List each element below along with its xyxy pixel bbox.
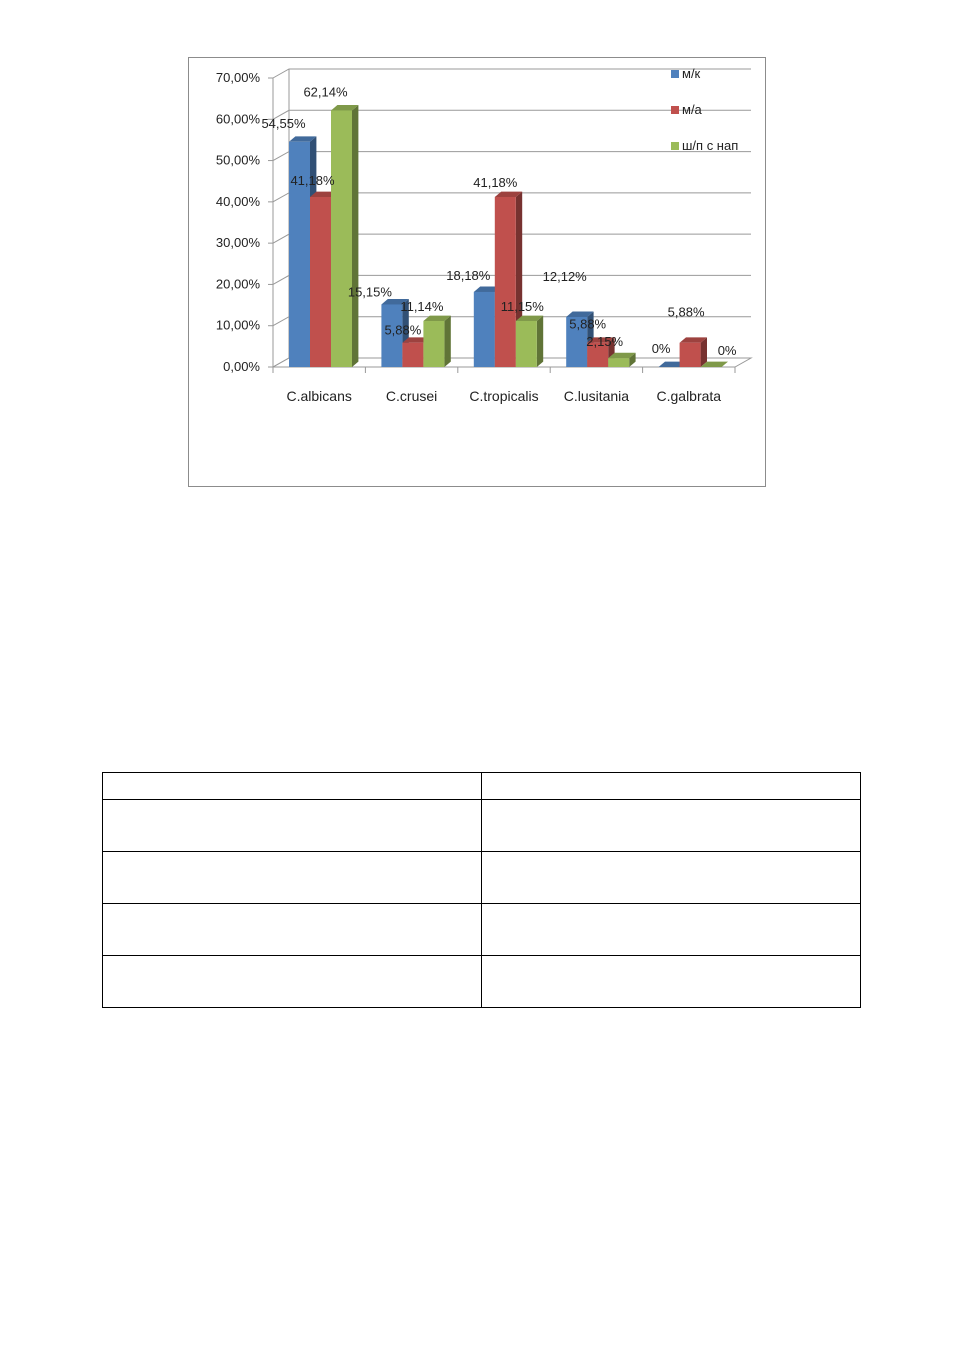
table-cell [482,800,861,852]
data-label: 0% [717,343,737,358]
table-cell [482,904,861,956]
data-label: 54,55% [261,115,306,131]
data-label: 41,18% [290,172,335,188]
table-cell [103,904,482,956]
y-tick-label: 40,00% [215,193,260,209]
category-label: C.albicans [286,388,352,404]
bar-front [680,343,701,367]
chart-frame [188,57,766,487]
bar [331,105,358,367]
category-label: C.galbrata [656,388,722,404]
bar-front [310,197,331,367]
y-tick-label: 20,00% [215,276,260,292]
chart-svg [189,58,767,488]
legend-swatch [671,142,679,150]
y-tick-label: 50,00% [215,152,260,168]
bar-front [608,358,629,367]
data-label: 41,18% [473,174,518,190]
y-tick-label: 0,00% [223,359,260,374]
legend-label: м/к [682,66,701,81]
bar [680,337,707,367]
bar-front [516,321,537,367]
legend-label: м/а [682,102,702,117]
table-row [103,773,861,800]
data-label: 18,18% [446,267,491,283]
table-cell [482,956,861,1008]
y-tick-label: 70,00% [215,70,260,85]
bar-side [352,105,358,367]
bar-side [537,316,543,367]
bar-front [402,343,423,367]
table-row [103,904,861,956]
data-label: 2,15% [586,334,624,350]
data-label: 11,15% [500,298,544,314]
data-table [102,772,861,1008]
legend-swatch [671,106,679,114]
table-row [103,800,861,852]
table-cell [103,800,482,852]
data-label: 15,15% [347,284,392,300]
table-cell [482,773,861,800]
bar-front [495,197,516,367]
gridline [273,69,751,78]
data-label: 0% [651,341,671,356]
table-row [103,956,861,1008]
table-cell [103,852,482,904]
data-label: 5,88% [667,304,705,320]
category-label: C.crusei [385,388,438,404]
data-label: 5,88% [569,316,607,332]
legend-swatch [671,70,679,78]
table-cell [103,773,482,800]
bar-front [331,110,352,367]
legend-label: ш/п с нап [682,138,739,153]
bar [516,316,543,367]
data-label: 5,88% [384,322,422,338]
data-label: 62,14% [303,84,348,100]
data-label: 11,14% [400,299,444,315]
bar [608,353,635,367]
table-cell [482,852,861,904]
bar-front [423,321,444,367]
y-tick-label: 30,00% [215,235,260,251]
category-label: C.lusitania [563,388,630,404]
y-tick-label: 60,00% [215,111,260,127]
table-cell [103,956,482,1008]
bar [423,316,450,367]
bar-front [474,292,495,367]
data-label: 12,12% [542,268,587,284]
category-label: C.tropicalis [469,388,539,404]
table-row [103,852,861,904]
bar-side [444,316,450,367]
y-tick-label: 10,00% [215,317,260,333]
